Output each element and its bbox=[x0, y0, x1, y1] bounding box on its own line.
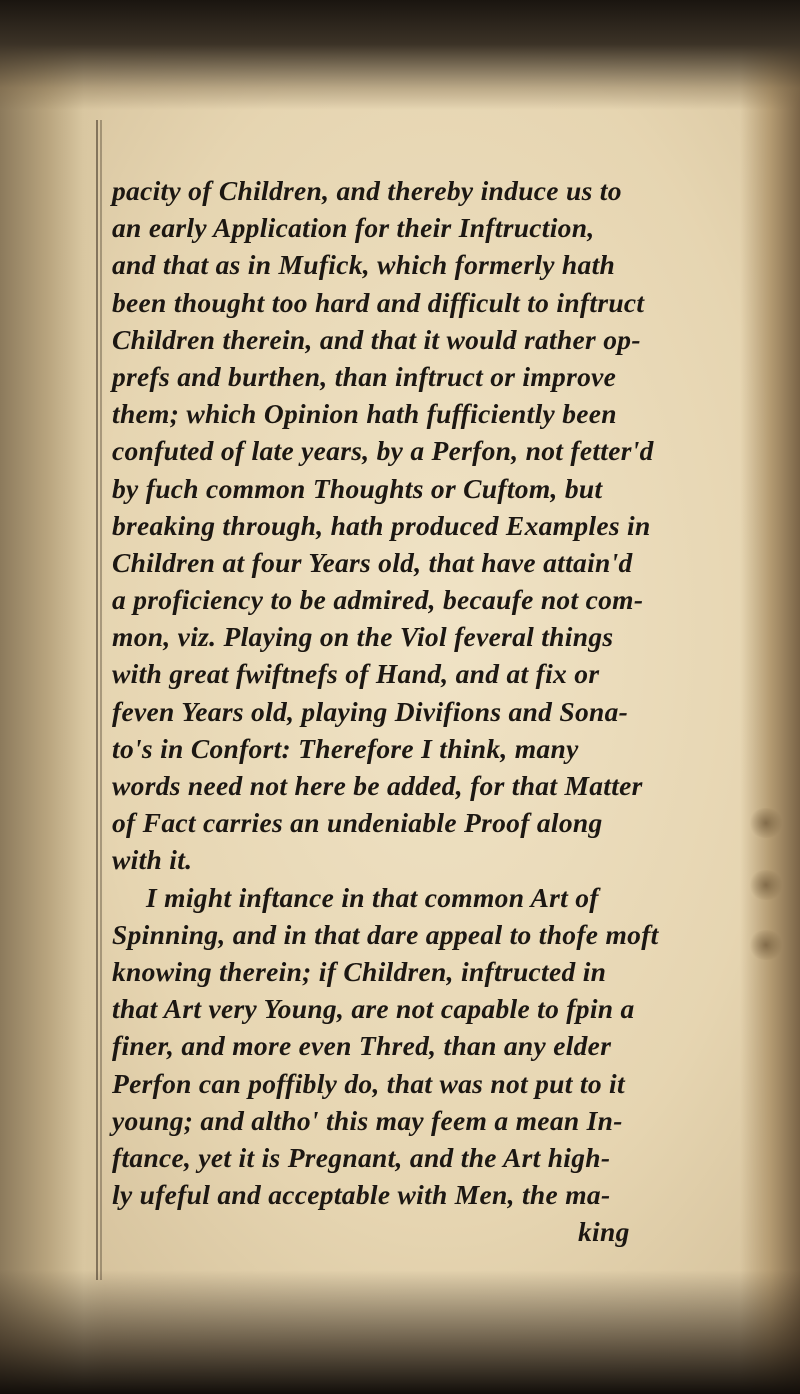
text-line: Children therein, and that it would rather op- bbox=[112, 323, 641, 355]
text-line: of Fact carries an undeniable Proof along bbox=[112, 807, 603, 839]
ink-blot bbox=[748, 808, 784, 838]
text-line: been thought too hard and difficult to inftruct bbox=[112, 286, 645, 318]
body-text bbox=[112, 172, 752, 1250]
gutter-edge-line bbox=[100, 120, 102, 1280]
text-line: young; and altho' this may feem a mean In- bbox=[112, 1104, 623, 1136]
text-line: ly ufeful and acceptable with Men, the ma- bbox=[112, 1179, 611, 1211]
text-line: feven Years old, playing Divifions and Sona- bbox=[112, 695, 629, 727]
text-line: Perfon can poffibly do, that was not put to it bbox=[112, 1067, 625, 1099]
text-line: words need not here be added, for that Matter bbox=[112, 770, 643, 801]
text-line: that Art very Young, are not capable to fpin a bbox=[112, 993, 635, 1025]
text-line: a proficiency to be admired, becaufe not com- bbox=[112, 584, 644, 616]
text-line: breaking through, hath produced Examples in bbox=[112, 509, 651, 541]
top-shadow bbox=[0, 0, 800, 110]
gutter-edge-line bbox=[96, 120, 98, 1280]
catchword: king bbox=[578, 1216, 630, 1248]
text-line: an early Application for their Inftruction, bbox=[112, 212, 595, 244]
text-line: pacity of Children, and thereby induce us to bbox=[112, 175, 622, 206]
text-line: ftance, yet it is Pregnant, and the Art high- bbox=[112, 1141, 611, 1173]
text-line: to's in Confort: Therefore I think, many bbox=[112, 732, 579, 764]
text-line: mon, viz. Playing on the Viol feveral things bbox=[112, 621, 614, 653]
text-line: and that as in Mufick, which formerly hath bbox=[112, 249, 616, 281]
text-line: confuted of late years, by a Perfon, not fetter'd bbox=[112, 435, 654, 467]
ink-blot bbox=[748, 930, 784, 960]
paragraph-start-line: I might inftance in that common Art of bbox=[146, 881, 599, 913]
text-line: with it. bbox=[112, 844, 193, 876]
text-line: them; which Opinion hath fufficiently been bbox=[112, 398, 617, 430]
text-line: knowing therein; if Children, inftructed in bbox=[112, 955, 607, 987]
book-gutter bbox=[0, 0, 105, 1394]
text-line: with great fwiftnefs of Hand, and at fix or bbox=[112, 658, 600, 690]
text-line: Children at four Years old, that have attain'd bbox=[112, 546, 633, 578]
bottom-shadow bbox=[0, 1270, 800, 1394]
text-line: Spinning, and in that dare appeal to thofe moft bbox=[112, 918, 659, 950]
ink-blot bbox=[748, 870, 784, 900]
text-line: finer, and more even Thred, than any elder bbox=[112, 1030, 612, 1062]
text-line: prefs and burthen, than inftruct or improve bbox=[112, 360, 617, 392]
text-line: by fuch common Thoughts or Cuftom, but bbox=[112, 472, 603, 504]
